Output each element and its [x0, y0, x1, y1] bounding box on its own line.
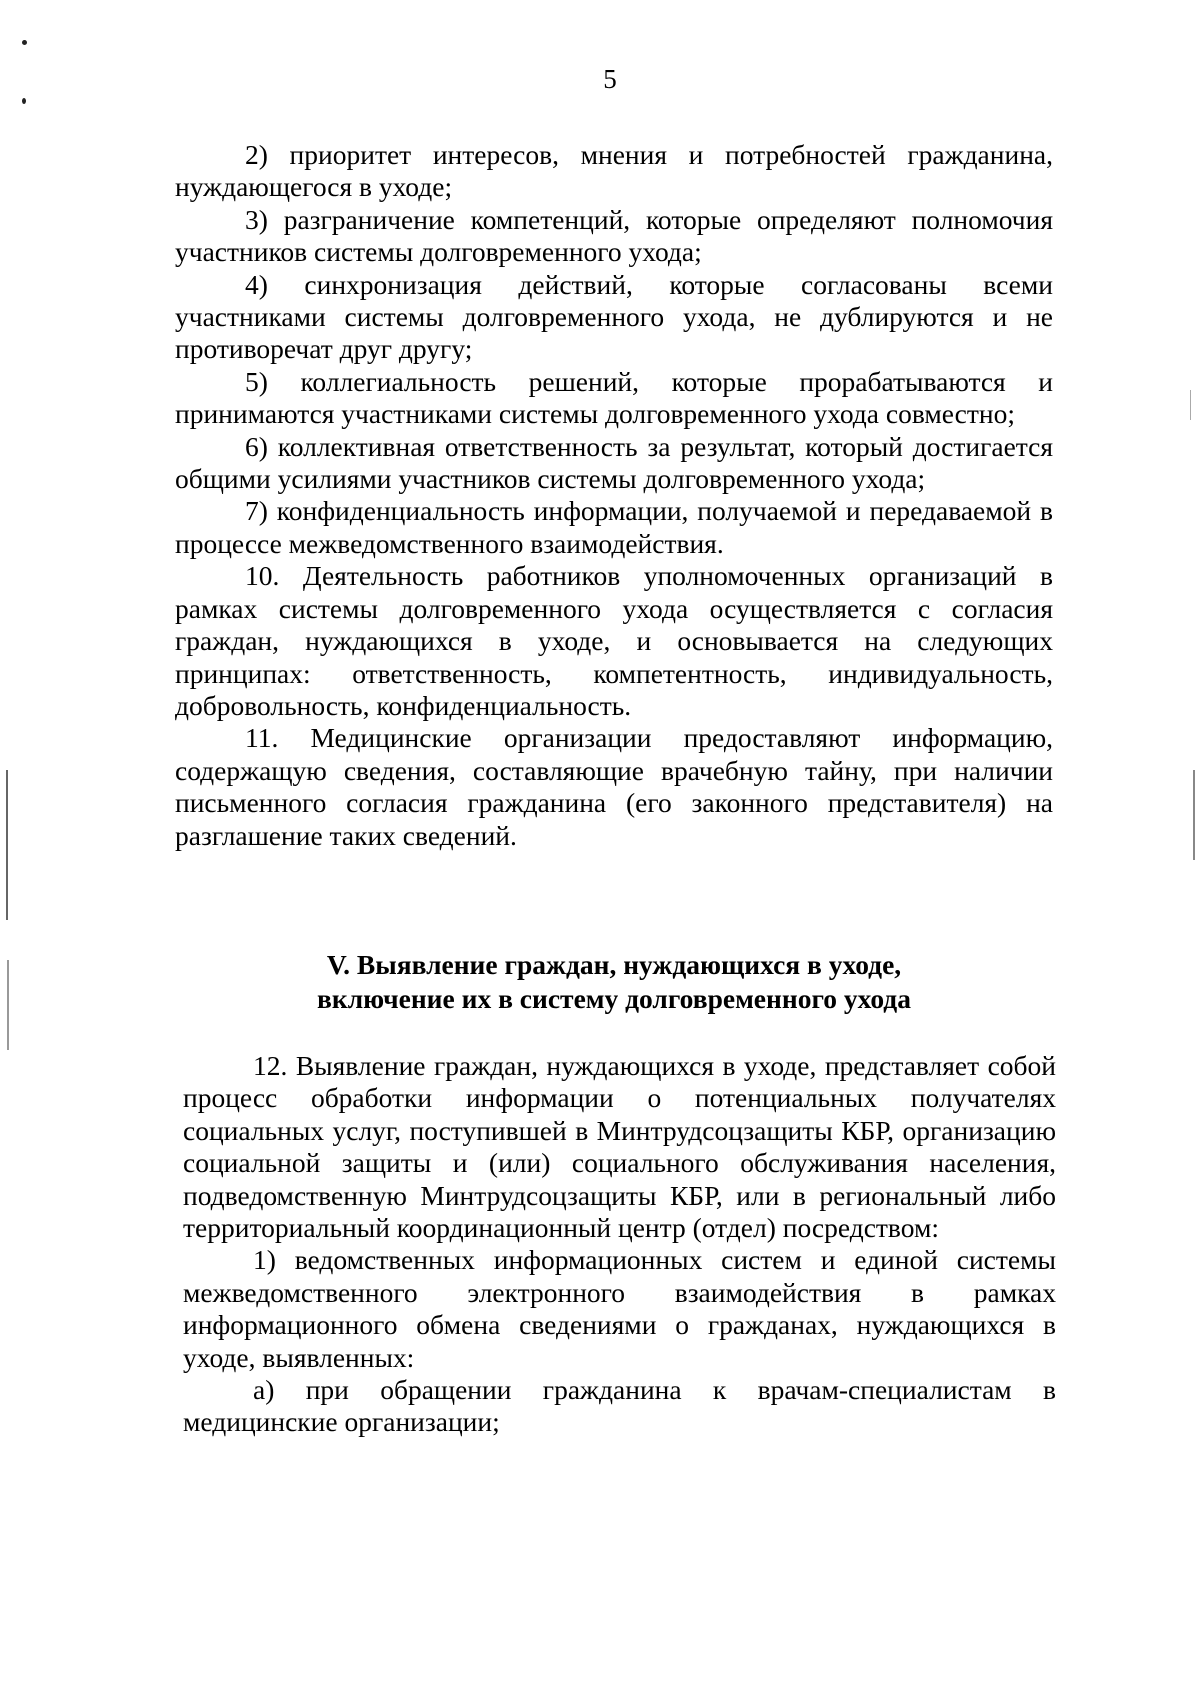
subclause-1: 1) ведомственных информационных систем и единой системы межведомственного электронного взаимодействия в рамках информационного обмена сведениями о гражданах, нуждающихся в уходе, выявленных: — [183, 1244, 1056, 1373]
list-item-6: 6) коллективная ответственность за результат, который достигается общими усилиями участников системы долговременного ухода; — [175, 430, 1053, 495]
scan-mark — [1190, 390, 1191, 420]
list-item-5: 5) коллегиальность решений, которые прорабатываются и принимаются участниками системы долговременного ухода совместно; — [175, 365, 1053, 430]
scan-mark — [6, 770, 8, 920]
scan-mark — [7, 960, 9, 1050]
scan-mark — [22, 40, 27, 45]
clause-10: 10. Деятельность работников уполномоченных организаций в рамках системы долговременного ухода осуществляется с согласия граждан, нуждающихся в уходе, и основывается на следующих принципах: ответственность, компетентность, индивидуальность, добровольность, конфиденциальность. — [175, 560, 1053, 721]
clause-11: 11. Медицинские организации предоставляют информацию, содержащую сведения, составляющие врачебную тайну, при наличии письменного согласия гражданина (его законного представителя) на разглашение таких сведений. — [175, 722, 1053, 851]
list-item-3: 3) разграничение компетенций, которые определяют полномочия участников системы долговременного ухода; — [175, 203, 1053, 268]
page-number: 5 — [603, 64, 617, 94]
list-item-2: 2) приоритет интересов, мнения и потребностей гражданина, нуждающегося в уходе; — [175, 139, 1053, 203]
scan-mark — [1193, 770, 1195, 860]
subclause-a: а) при обращении гражданина к врачам-специалистам в медицинские организации; — [183, 1374, 1056, 1438]
section-heading-line-2: включение их в систему долговременного ухода — [317, 983, 911, 1014]
section-heading — [175, 948, 1053, 1016]
body-text-section-2 — [183, 1050, 1056, 1439]
body-text-section-1 — [175, 139, 1053, 852]
scan-mark — [22, 98, 26, 104]
list-item-4: 4) синхронизация действий, которые согласованы всеми участниками системы долговременного ухода, не дублируются и не противоречат друг другу; — [175, 268, 1053, 365]
clause-12: 12. Выявление граждан, нуждающихся в уходе, представляет собой процесс обработки информации о потенциальных получателях социальных услуг, поступившей в Минтрудсоцзащиты КБР, организацию социальной защиты и (или) социального обслуживания населения, подведомственную Минтрудсоцзащиты КБР, или в региональный либо территориальный координационный центр (отдел) посредством: — [183, 1050, 1056, 1244]
list-item-7: 7) конфиденциальность информации, получаемой и передаваемой в процессе межведомственного взаимодействия. — [175, 495, 1053, 559]
section-heading-line-1: V. Выявление граждан, нуждающихся в уходе, — [326, 949, 902, 980]
